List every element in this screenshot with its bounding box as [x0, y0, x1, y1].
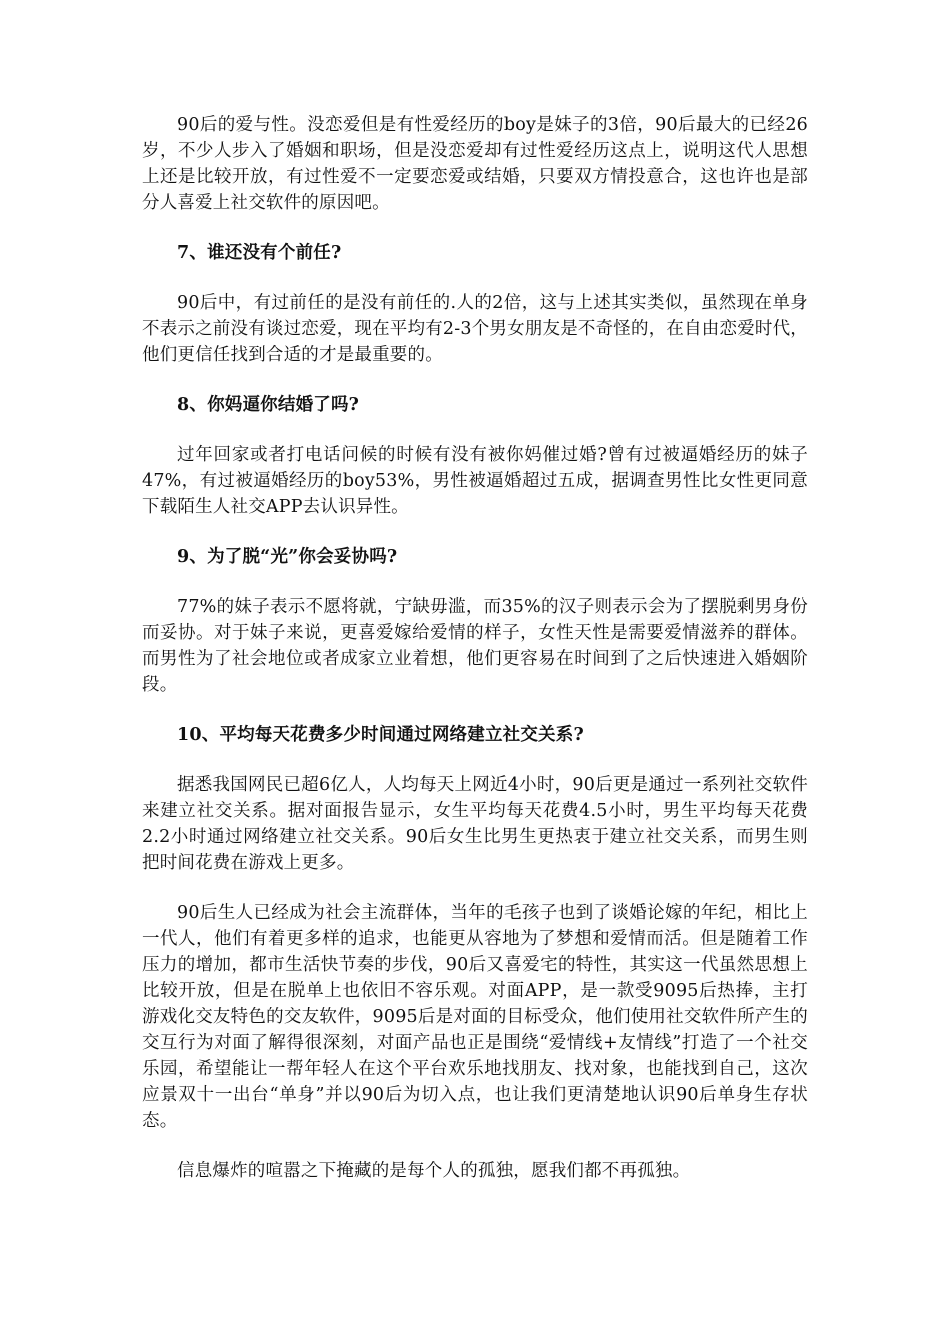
spacer: [142, 698, 808, 722]
spacer: [142, 876, 808, 900]
document-page: [142, 112, 808, 1184]
paragraph-section-9: 77%的妹子表示不愿将就，宁缺毋滥，而35%的汉子则表示会为了摆脱剩男身份而妥协。对于妹子来说，更喜爱嫁给爱情的样子，女性天性是需要爱情滋养的群体。而男性为了社会地位或者成家立业着想，他们更容易在时间到了之后快速进入婚姻阶段。: [142, 597, 808, 695]
paragraph-section-10-stats: 据悉我国网民已超6亿人，人均每天上网近4小时，90后更是通过一系列社交软件来建立社交关系。据对面报告显示，女生平均每天花费4.5小时，男生平均每天花费2.2小时通过网络建立社交关系。90后女生比男生更热衷于建立社交关系，而男生则把时间花费在游戏上更多。: [142, 775, 808, 873]
heading-section-9: 9、为了脱“光”你会妥协吗?: [177, 547, 398, 567]
paragraph-section-8: 过年回家或者打电话问候的时候有没有被你妈催过婚?曾有过被逼婚经历的妹子47%，有过被逼婚经历的boy53%，男性被逼婚超过五成，据调查男性比女性更同意下载陌生人社交APP去认识异性。: [142, 445, 808, 517]
heading-section-10: 10、平均每天花费多少时间通过网络建立社交关系?: [177, 725, 584, 745]
spacer: [142, 520, 808, 544]
heading-section-8: 8、你妈逼你结婚了吗?: [177, 395, 360, 415]
spacer: [142, 1134, 808, 1158]
spacer: [142, 216, 808, 240]
paragraph-section-7: 90后中，有过前任的是没有前任的.人的2倍，这与上述其实类似，虽然现在单身不表示之前没有谈过恋爱，现在平均有2-3个男女朋友是不奇怪的，在自由恋爱时代，他们更信任找到合适的才是最重要的。: [142, 293, 808, 365]
spacer: [142, 748, 808, 772]
heading-section-7: 7、谁还没有个前任?: [177, 243, 342, 263]
spacer: [142, 570, 808, 594]
spacer: [142, 266, 808, 290]
spacer: [142, 368, 808, 392]
spacer: [142, 418, 808, 442]
paragraph-section-10-summary: 90后生人已经成为社会主流群体，当年的毛孩子也到了谈婚论嫁的年纪，相比上一代人，他们有着更多样的追求，也能更从容地为了梦想和爱情而活。但是随着工作压力的增加，都市生活快节奏的步伐，90后又喜爱宅的特性，其实这一代虽然思想上比较开放，但是在脱单上也依旧不容乐观。对面APP，是一款受9095后热捧，主打游戏化交友特色的交友软件，9095后是对面的目标受众，他们使用社交软件所产生的交互行为对面了解得很深刻，对面产品也正是围绕“爱情线+友情线”打造了一个社交乐园，希望能让一帮年轻人在这个平台欢乐地找朋友、找对象，也能找到自己，这次应景双十一出台“单身”并以90后为切入点，也让我们更清楚地认识90后单身生存状态。: [142, 903, 808, 1131]
paragraph-closing: 信息爆炸的喧嚣之下掩藏的是每个人的孤独，愿我们都不再孤独。: [177, 1161, 691, 1181]
paragraph-love-and-sex: 90后的爱与性。没恋爱但是有性爱经历的boy是妹子的3倍，90后最大的已经26岁，不少人步入了婚姻和职场，但是没恋爱却有过性爱经历这点上，说明这代人思想上还是比较开放，有过性爱不一定要恋爱或结婚，只要双方情投意合，这也许也是部分人喜爱上社交软件的原因吧。: [142, 115, 808, 213]
